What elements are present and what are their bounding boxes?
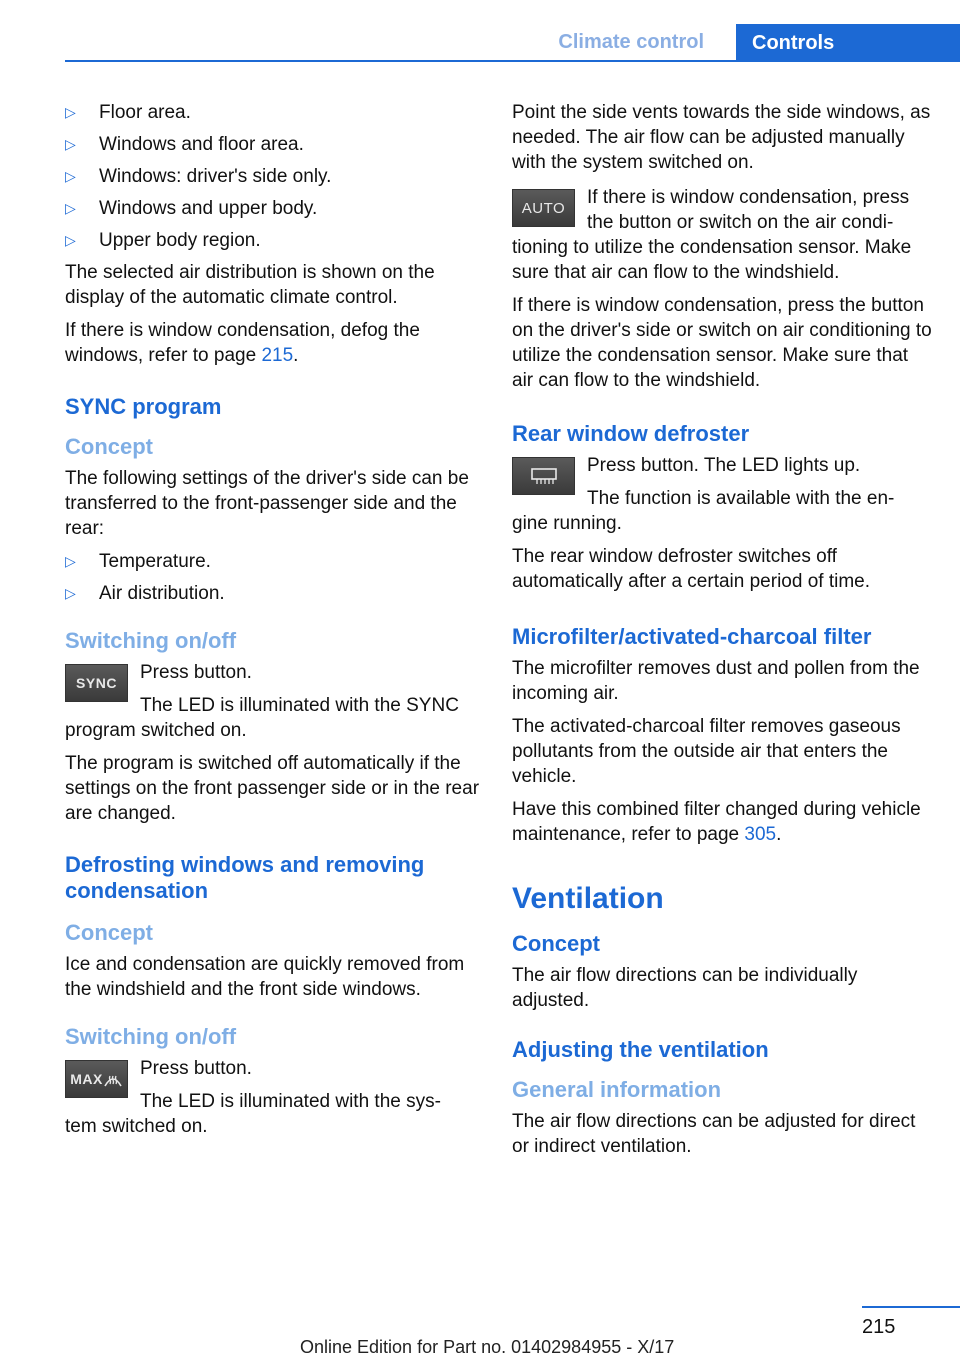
- defrost-heading: Defrosting windows and removing condensation: [65, 852, 425, 903]
- filter-text-1: The microfilter removes dust and pollen from the incoming air.: [512, 658, 920, 704]
- header-section-title: Climate control: [558, 31, 704, 53]
- selected-distribution-text: The selected air distribution is shown on the display of the automatic climate control.: [65, 262, 435, 308]
- max-press-text: Press button.: [140, 1058, 252, 1079]
- list-item: ▷ Windows: driver's side only.: [65, 166, 332, 187]
- rear-defroster-heading: Rear window defroster: [512, 421, 750, 446]
- sync-press-text: Press button.: [140, 662, 252, 683]
- sync-led-continued: program switched on.: [65, 720, 247, 741]
- general-information-text: The air flow directions can be adjusted for direct or indirect ventilation.: [512, 1111, 916, 1157]
- max-led-continued: tem switched on.: [65, 1116, 208, 1137]
- switching-heading: Switching on/off: [65, 628, 237, 653]
- rear-window-heat-icon: [529, 466, 559, 486]
- air-distribution-list: [65, 100, 480, 253]
- rear-auto-off-text: The rear window defroster switches off automatically after a certain period of time.: [512, 546, 871, 592]
- list-item: ▷ Upper body region.: [65, 230, 261, 251]
- list-item: ▷ Air distribution.: [65, 583, 225, 604]
- ventilation-concept-text: The air flow directions can be individually adjusted.: [512, 965, 858, 1011]
- auto-button-row: [512, 185, 932, 235]
- rear-function-continued: gine running.: [512, 513, 622, 534]
- triangle-bullet-icon: ▷: [65, 168, 76, 184]
- sync-program-heading: SYNC program: [65, 394, 222, 419]
- right-column: [512, 100, 932, 1167]
- switching-heading: Switching on/off: [65, 1024, 237, 1049]
- triangle-bullet-icon: ▷: [65, 136, 76, 152]
- auto-text-continued: tioning to utilize the condensation sensor. Make sure that air can flow to the windshield.: [512, 237, 912, 283]
- concept-heading: Concept: [65, 434, 153, 459]
- list-item: ▷ Windows and upper body.: [65, 198, 318, 219]
- list-item: ▷ Temperature.: [65, 551, 211, 572]
- auto-button-icon: AUTO: [512, 189, 575, 227]
- sync-settings-list: [65, 549, 480, 606]
- adjusting-ventilation-heading: Adjusting the ventilation: [512, 1037, 769, 1062]
- general-information-heading: General information: [512, 1077, 722, 1102]
- max-button-row: [65, 1056, 480, 1114]
- sync-led-text: The LED is illuminated with the SYNC: [140, 695, 459, 716]
- edition-footer: Online Edition for Part no. 01402984955 - X/17: [300, 1337, 675, 1357]
- header-rule: [65, 60, 960, 62]
- concept-heading: Concept: [512, 931, 600, 956]
- page-number: 215: [862, 1316, 896, 1338]
- rear-defroster-button-row: [512, 453, 932, 511]
- filter-text-2: The activated-charcoal filter removes gaseous pollutants from the outside air that enters the vehicle.: [512, 716, 901, 787]
- condensation-text: If there is window condensation, defog the windows, refer to page 215.: [65, 320, 420, 366]
- auto-text: If there is window condensation, press the button or switch on the air condi-: [587, 187, 910, 233]
- max-led-text: The LED is illuminated with the sys-: [140, 1091, 441, 1112]
- page-link-215[interactable]: 215: [261, 345, 294, 366]
- defrost-concept-text: Ice and condensation are quickly removed from the windshield and the front side windows.: [65, 954, 465, 1000]
- header-chapter-tab[interactable]: Controls: [736, 24, 960, 62]
- rear-defroster-button-icon: [512, 457, 575, 495]
- triangle-bullet-icon: ▷: [65, 585, 76, 601]
- driver-side-condensation-text: If there is window condensation, press the button on the driver's side or switch on air conditioning to utilize the condensation sensor. Make sure that air can flow to the windshield.: [512, 295, 932, 391]
- triangle-bullet-icon: ▷: [65, 200, 76, 216]
- list-item: ▷ Floor area.: [65, 102, 191, 123]
- list-item: ▷ Windows and floor area.: [65, 134, 304, 155]
- triangle-bullet-icon: ▷: [65, 232, 76, 248]
- triangle-bullet-icon: ▷: [65, 104, 76, 120]
- rear-function-text: The function is available with the en-: [587, 488, 895, 509]
- filter-heading: Microfilter/activated-charcoal filter: [512, 624, 872, 649]
- rear-press-text: Press button. The LED lights up.: [587, 455, 861, 476]
- sync-concept-text: The following settings of the driver's side can be transferred to the front-passenger side and the rear:: [65, 468, 469, 539]
- filter-text-3: Have this combined filter changed during vehicle maintenance, refer to page 305.: [512, 799, 921, 845]
- left-column: [65, 100, 480, 1147]
- max-defrost-button-icon: MAX: [65, 1060, 128, 1098]
- ventilation-heading: Ventilation: [512, 882, 664, 915]
- sync-button-icon: SYNC: [65, 664, 128, 702]
- windshield-defrost-icon: [103, 1070, 123, 1088]
- triangle-bullet-icon: ▷: [65, 553, 76, 569]
- footer-rule: [862, 1306, 960, 1308]
- sync-auto-off-text: The program is switched off automatically if the settings on the front passenger side or in the rear are changed.: [65, 753, 480, 824]
- sync-button-row: [65, 660, 480, 718]
- concept-heading: Concept: [65, 920, 153, 945]
- side-vents-text: Point the side vents towards the side windows, as needed. The air flow can be adjusted manually with the system switched on.: [512, 102, 931, 173]
- page-link-305[interactable]: 305: [744, 824, 777, 845]
